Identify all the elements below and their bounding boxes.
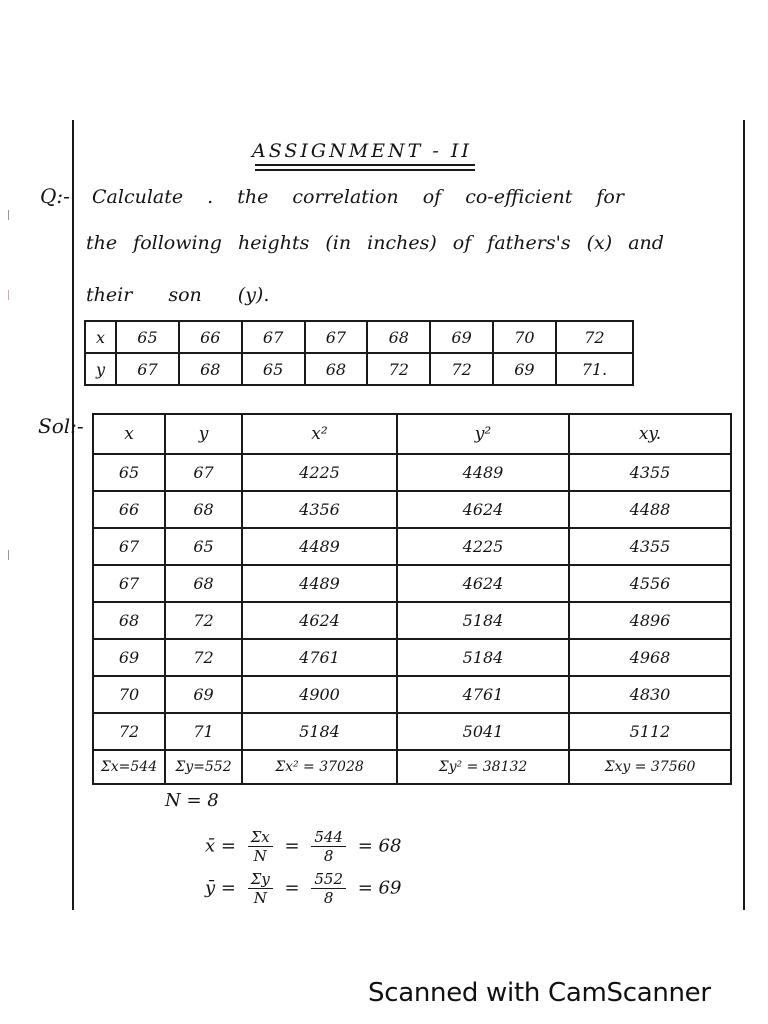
scan-mark bbox=[8, 550, 9, 560]
table-cell: 5184 bbox=[242, 713, 397, 750]
table-cell: 4489 bbox=[242, 528, 397, 565]
table-cell: 4624 bbox=[397, 491, 569, 528]
table-row bbox=[93, 676, 731, 713]
table-cell: 4968 bbox=[569, 639, 731, 676]
question-line-3: their son (y). bbox=[86, 284, 270, 306]
column-header: y bbox=[165, 414, 242, 454]
equals-sign: = bbox=[284, 877, 300, 899]
table-cell: 4488 bbox=[569, 491, 731, 528]
table-cell: x bbox=[85, 321, 116, 353]
sum-cell: Σy² = 38132 bbox=[397, 750, 569, 784]
table-cell: 66 bbox=[179, 321, 242, 353]
table-cell: 4225 bbox=[397, 528, 569, 565]
title-underline bbox=[255, 164, 475, 166]
equals-sign: = bbox=[284, 835, 300, 857]
table-cell: 69 bbox=[93, 639, 165, 676]
table-row bbox=[93, 491, 731, 528]
table-cell: 5112 bbox=[569, 713, 731, 750]
table-cell: 67 bbox=[93, 528, 165, 565]
table-cell: 65 bbox=[165, 528, 242, 565]
table-cell: 4556 bbox=[569, 565, 731, 602]
table-cell: 4355 bbox=[569, 528, 731, 565]
left-margin-line bbox=[72, 120, 74, 910]
right-margin-line bbox=[743, 120, 745, 910]
table-cell: 69 bbox=[493, 353, 556, 385]
question-label: Q:- bbox=[40, 184, 70, 208]
table-cell: 67 bbox=[242, 321, 305, 353]
table-cell: 70 bbox=[493, 321, 556, 353]
sum-cell: Σx=544 bbox=[93, 750, 165, 784]
scan-mark bbox=[8, 290, 9, 300]
x-mean-equation bbox=[205, 828, 401, 865]
question-line-2: the following heights (in inches) of fathers's (x) and bbox=[86, 232, 664, 254]
fraction bbox=[248, 828, 273, 865]
fraction bbox=[248, 870, 273, 907]
scan-mark bbox=[8, 210, 9, 220]
table-cell: 68 bbox=[165, 491, 242, 528]
table-cell: 71 bbox=[165, 713, 242, 750]
denominator: N bbox=[253, 847, 267, 865]
table-cell: 4489 bbox=[242, 565, 397, 602]
table-cell: 4896 bbox=[569, 602, 731, 639]
table-cell: 4624 bbox=[397, 565, 569, 602]
denominator: N bbox=[253, 889, 267, 907]
table-row bbox=[85, 353, 633, 385]
table-cell: 68 bbox=[179, 353, 242, 385]
table-row bbox=[93, 565, 731, 602]
table-cell: 67 bbox=[93, 565, 165, 602]
table-row bbox=[93, 713, 731, 750]
table-cell: 4225 bbox=[242, 454, 397, 491]
table-cell: 71. bbox=[556, 353, 633, 385]
table-cell: 4355 bbox=[569, 454, 731, 491]
numerator: 552 bbox=[311, 870, 346, 889]
table-cell: 67 bbox=[116, 353, 179, 385]
table-cell: 72 bbox=[556, 321, 633, 353]
table-cell: 4761 bbox=[242, 639, 397, 676]
table-row bbox=[93, 528, 731, 565]
table-row bbox=[93, 639, 731, 676]
x-mean-symbol: x̄ = bbox=[205, 835, 236, 857]
solution-label: Sol:- bbox=[38, 414, 84, 438]
result: = 69 bbox=[357, 877, 402, 899]
y-mean-equation bbox=[205, 870, 401, 907]
table-cell: 68 bbox=[367, 321, 430, 353]
table-cell: 68 bbox=[93, 602, 165, 639]
sum-cell: Σx² = 37028 bbox=[242, 750, 397, 784]
table-cell: 68 bbox=[165, 565, 242, 602]
sum-cell: Σy=552 bbox=[165, 750, 242, 784]
table-cell: 69 bbox=[165, 676, 242, 713]
column-header: x² bbox=[242, 414, 397, 454]
fraction bbox=[311, 828, 346, 865]
table-cell: 4830 bbox=[569, 676, 731, 713]
table-cell: 4624 bbox=[242, 602, 397, 639]
assignment-title: ASSIGNMENT - II bbox=[252, 140, 472, 162]
column-header: y² bbox=[397, 414, 569, 454]
table-cell: 72 bbox=[165, 639, 242, 676]
table-cell: 5184 bbox=[397, 639, 569, 676]
data-table bbox=[84, 320, 634, 386]
table-cell: 4489 bbox=[397, 454, 569, 491]
table-row bbox=[85, 321, 633, 353]
table-cell: 65 bbox=[93, 454, 165, 491]
sum-row bbox=[93, 750, 731, 784]
table-cell: 65 bbox=[116, 321, 179, 353]
numerator: Σx bbox=[248, 828, 273, 847]
table-cell: 68 bbox=[305, 353, 368, 385]
calculation-table bbox=[92, 413, 732, 785]
table-cell: 4900 bbox=[242, 676, 397, 713]
question-line-1: Calculate . the correlation of co-efficient for bbox=[92, 186, 624, 208]
title-underline bbox=[255, 169, 475, 171]
table-cell: 4761 bbox=[397, 676, 569, 713]
fraction bbox=[311, 870, 346, 907]
table-cell: 69 bbox=[430, 321, 493, 353]
table-cell: 5184 bbox=[397, 602, 569, 639]
y-mean-symbol: ȳ = bbox=[205, 877, 236, 899]
table-header-row bbox=[93, 414, 731, 454]
n-equation: N = 8 bbox=[165, 790, 219, 811]
table-cell: 72 bbox=[367, 353, 430, 385]
scanner-watermark: Scanned with CamScanner bbox=[368, 978, 711, 1008]
table-cell: 72 bbox=[430, 353, 493, 385]
result: = 68 bbox=[357, 835, 402, 857]
sum-cell: Σxy = 37560 bbox=[569, 750, 731, 784]
table-cell: 67 bbox=[305, 321, 368, 353]
denominator: 8 bbox=[323, 847, 334, 865]
table-row bbox=[93, 602, 731, 639]
table-cell: 70 bbox=[93, 676, 165, 713]
column-header: x bbox=[93, 414, 165, 454]
table-cell: 72 bbox=[93, 713, 165, 750]
table-row bbox=[93, 454, 731, 491]
table-cell: 65 bbox=[242, 353, 305, 385]
table-cell: 66 bbox=[93, 491, 165, 528]
column-header: xy. bbox=[569, 414, 731, 454]
numerator: Σy bbox=[248, 870, 273, 889]
table-cell: 72 bbox=[165, 602, 242, 639]
table-cell: 4356 bbox=[242, 491, 397, 528]
table-cell: 5041 bbox=[397, 713, 569, 750]
denominator: 8 bbox=[323, 889, 334, 907]
numerator: 544 bbox=[311, 828, 346, 847]
table-cell: y bbox=[85, 353, 116, 385]
table-cell: 67 bbox=[165, 454, 242, 491]
